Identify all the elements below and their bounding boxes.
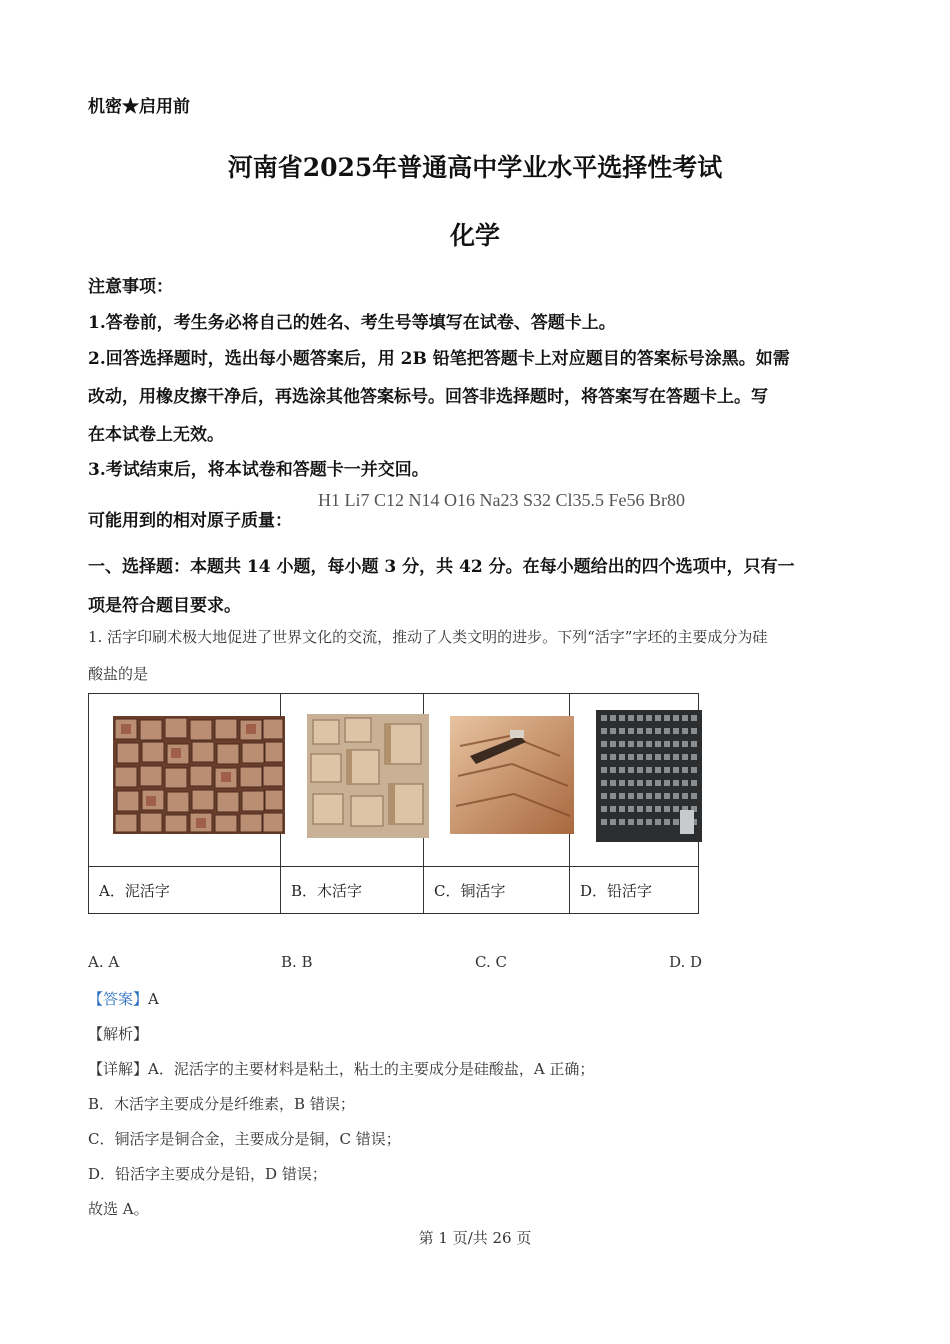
options-table (88, 693, 699, 914)
option-c-image-cell (424, 694, 570, 867)
note-line: 3.考试结束后，将本试卷和答题卡一并交回。 (88, 460, 429, 480)
solution-line: 故选 A。 (88, 1200, 149, 1218)
choice-d[interactable]: D. D (669, 953, 703, 971)
option-c-label: C．铜活字 (424, 867, 570, 914)
option-a-label: A．泥活字 (89, 867, 281, 914)
question-stem: 1. 活字印刷术极大地促进了世界文化的交流，推动了人类文明的进步。下列“活字”字坯的主要成分为硅 (88, 628, 768, 646)
section-heading: 项是符合题目要求。 (88, 596, 241, 616)
option-b-image-cell (281, 694, 424, 867)
wooden-type-image (307, 714, 429, 838)
choice-b[interactable]: B. B (281, 953, 313, 971)
detail-line: 【详解】A．泥活字的主要材料是粘土，粘土的主要成分是硅酸盐，A 正确； (88, 1060, 595, 1078)
solution-line: D．铅活字主要成分是铅，D 错误； (88, 1165, 327, 1183)
note-line: 1.答卷前，考生务必将自己的姓名、考生号等填写在试卷、答题卡上。 (88, 313, 616, 333)
solution-line: B．木活字主要成分是纤维素，B 错误； (88, 1095, 355, 1113)
choice-a[interactable]: A. A (88, 953, 120, 971)
exam-title: 河南省2025年普通高中学业水平选择性考试 (227, 153, 723, 182)
copper-type-image (450, 716, 574, 834)
clay-type-image (113, 716, 285, 834)
note-line: 改动，用橡皮擦干净后，再选涂其他答案标号。回答非选择题时，将答案写在答题卡上。写 (88, 387, 768, 407)
analysis-tag: 【解析】 (88, 1025, 149, 1043)
option-b-label: B．木活字 (281, 867, 424, 914)
confidential-label: 机密★启用前 (88, 97, 190, 117)
answer-tag: 【答案】 (88, 990, 149, 1008)
option-d-image-cell (570, 694, 699, 867)
notes-heading: 注意事项： (88, 277, 173, 297)
note-line: 在本试卷上无效。 (88, 425, 224, 445)
answer-line (88, 988, 159, 1009)
page-number: 第 1 页/共 26 页 (418, 1229, 532, 1247)
atomic-mass-values: H1 Li7 C12 N14 O16 Na23 S32 Cl35.5 Fe56 Br80 (318, 490, 686, 510)
solution-line: C．铜活字是铜合金，主要成分是铜，C 错误； (88, 1130, 401, 1148)
option-d-label: D．铅活字 (570, 867, 699, 914)
option-a-image-cell (89, 694, 281, 867)
section-heading: 一、选择题：本题共 14 小题，每小题 3 分，共 42 分。在每小题给出的四个选项中，只有一 (88, 557, 795, 577)
question-stem: 酸盐的是 (88, 665, 149, 683)
note-line: 2.回答选择题时，选出每小题答案后，用 2B 铅笔把答题卡上对应题目的答案标号涂黑。如需 (88, 349, 790, 369)
answer-value: A (148, 990, 159, 1008)
lead-type-image (596, 710, 702, 842)
atomic-mass-label: 可能用到的相对原子质量： (88, 511, 292, 531)
choice-c[interactable]: C. C (475, 953, 507, 971)
subject-title: 化学 (449, 221, 500, 250)
